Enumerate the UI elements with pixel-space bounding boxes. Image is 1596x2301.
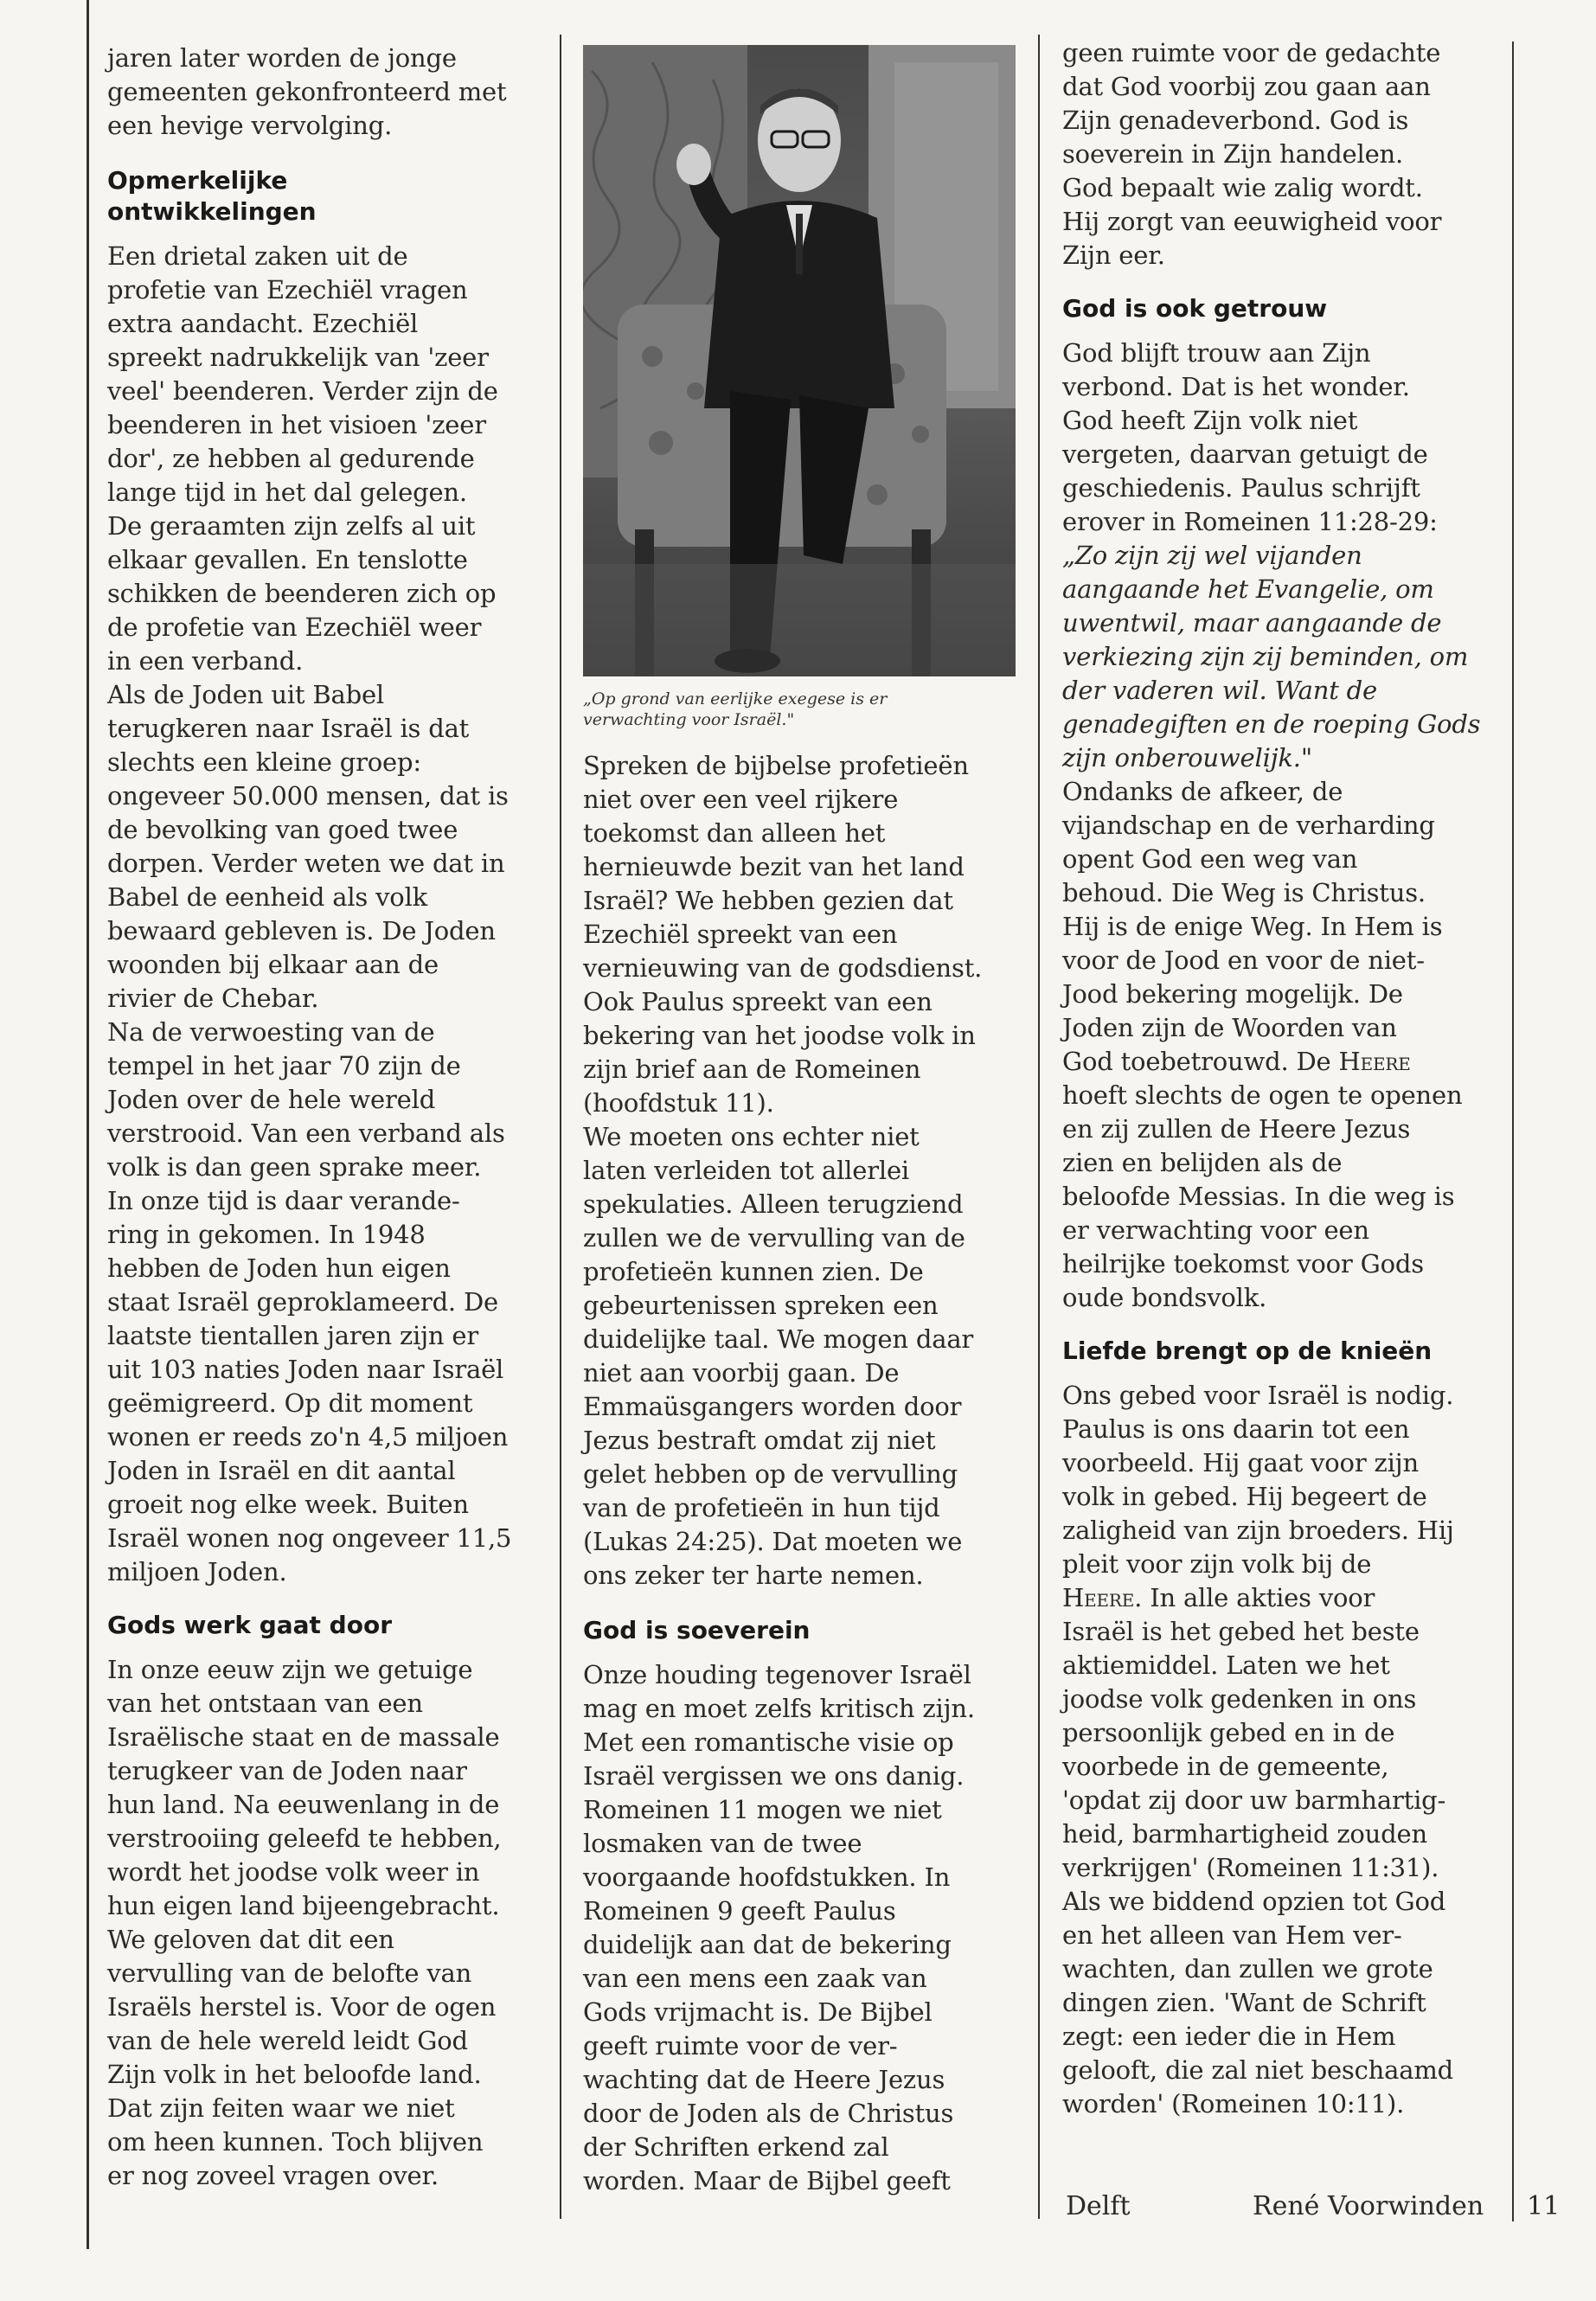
- paragraph: Een drietal zaken uit de profetie van Ezechiël vragen extra aandacht. Ezechiël spreekt nadrukkelijk van 'zeer veel' beenderen. Verder zijn de beenderen in het visioen 'zeer dor', ze hebben al gedurende lange tijd in het dal gelegen. De geraamten zijn zelfs al uit elkaar gevallen. En tenslotte schikken de beenderen zich op de profetie van Ezechiël weer in een verband. Als de Joden uit Babel terugkeren naar Israël is dat slechts een kleine groep: ongeveer 50.000 mensen, dat is de bevolking van goed twee dorpen. Verder weten we dat in Babel de eenheid als volk bewaard gebleven is. De Joden woonden bij elkaar aan de rivier de Chebar. Na de verwoesting van de tempel in het jaar 70 zijn de Joden over de hele wereld verstrooid. Van een verband als volk is dan geen sprake meer. In onze tijd is daar verande- ring in gekomen. In 1948 hebben de Joden hun eigen staat Israël geproklameerd. De laatste tientallen jaren zijn er uit 103 naties Joden naar Israël geëmigreerd. Op dit moment wonen er reeds zo'n 4,5 miljoen Joden in Israël en dit aantal groeit nog elke week. Buiten Israël wonen nog ongeveer 11,5 miljoen Joden.: [107, 241, 512, 1586]
- column-rule-2: [1038, 35, 1040, 2219]
- photo-drawing: [583, 45, 1016, 676]
- column-rule-right: [1512, 42, 1514, 2221]
- text-run: hoeft slechts de ogen te openen en zij zullen de Heere Jezus zien en belijden als de beloofde Messias. In die weg is er verwachting voor een heilrijke toekomst voor Gods oude bondsvolk.: [1062, 1080, 1463, 1312]
- paragraph: In onze eeuw zijn we getuige van het ontstaan van een Israëlische staat en de massale terugkeer van de Joden naar hun land. Na eeuwenlang in de verstrooiing geleefd te hebben, wordt het joodse volk weer in hun eigen land bijeengebracht. We geloven dat dit een vervulling van de belofte van Israëls herstel is. Voor de ogen van de hele wereld leidt God Zijn volk in het beloofde land. Dat zijn feiten waar we niet om heen kunnen. Toch blijven er nog zoveel vragen over.: [107, 1655, 502, 2190]
- paragraph: Onze houding tegenover Israël mag en moet zelfs kritisch zijn. Met een romantische visie op Israël vergissen we ons danig. Romeinen 11 mogen we niet losmaken van de twee voorgaande hoofdstukken. In Romeinen 9 geeft Paulus duidelijk aan dat de bekering van een mens een zaak van Gods vrijmacht is. De Bijbel geeft ruimte voor de ver- wachting dat de Heere Jezus door de Joden als de Christus der Schriften erkend zal worden. Maar de Bijbel geeft: [583, 1660, 975, 2195]
- heading-gods-werk-gaat-door: Gods werk gaat door: [107, 1611, 392, 1639]
- portrait-photo: [583, 45, 1016, 676]
- photo-caption: „Op grond van eerlijke exegese is er verwachting voor Israël.": [583, 689, 888, 729]
- intro-paragraph: jaren later worden de jonge gemeenten gekonfronteerd met een hevige vervolging.: [107, 43, 507, 140]
- scripture-quote: „Zo zijn zij wel vijanden aangaande het Evangelie, om uwentwil, maar aangaande de verkiezing zijn zij beminden, om der vaderen wil. Want de genadegiften en de roeping Gods zijn onberouwelijk.": [1062, 541, 1481, 772]
- column-1: [107, 42, 540, 2193]
- text-run: Ondanks de afkeer, de vijandschap en de verharding opent God een weg van behoud. Die Weg is Christus. Hij is de enige Weg. In Hem is voor de Jood en voor de niet- Jood bekering mogelijk. De Joden zijn de Woorden van God toebetrouwd. De: [1062, 777, 1443, 1076]
- heere-small-caps: Heere: [1062, 1583, 1135, 1612]
- heere-small-caps: Heere: [1338, 1047, 1411, 1076]
- column-2: [583, 45, 1016, 2198]
- column-rule-left: [87, 0, 89, 2249]
- heading-god-is-ook-getrouw: God is ook getrouw: [1062, 294, 1328, 323]
- text-run: . In alle akties voor Israël is het gebed het beste aktiemiddel. Laten we het joodse volk gedenken in ons persoonlijk gebed en in de voorbede in de gemeente, 'opdat zij door uw barmhartig- heid, barmhartigheid zouden verkrijgen' (Romeinen 11:31). Als we biddend opzien tot God en het alleen van Hem ver- wachten, dan zullen we grote dingen zien. 'Want de Schrift zegt: een ieder die in Hem gelooft, die zal niet beschaamd worden' (Romeinen 10:11).: [1062, 1583, 1453, 2118]
- paragraph: Spreken de bijbelse profetieën niet over een veel rijkere toekomst dan alleen het hernieuwde bezit van het land Israël? We hebben gezien dat Ezechiël spreekt van een vernieuwing van de godsdienst. Ook Paulus spreekt van een bekering van het joodse volk in zijn brief aan de Romeinen (hoofdstuk 11). We moeten ons echter niet laten verleiden tot allerlei spekulaties. Alleen terugziend zullen we de vervulling van de profetieën kunnen zien. De gebeurtenissen spreken een duidelijke taal. We mogen daar niet aan voorbij gaan. De Emmaüsgangers worden door Jezus bestraft omdat zij niet gelet hebben op de vervulling van de profetieën in hun tijd (Lukas 24:25). Dat moeten we ons zeker ter harte nemen.: [583, 751, 983, 1590]
- text-run: Ons gebed voor Israël is nodig. Paulus is ons daarin tot een voorbeeld. Hij gaat voor zijn volk in gebed. Hij begeert de zaligheid van zijn broeders. Hij pleit voor zijn volk bij de: [1062, 1381, 1454, 1579]
- paragraph: God blijft trouw aan Zijn verbond. Dat is het wonder. God heeft Zijn volk niet vergeten, daarvan getuigt de geschiedenis. Paulus schrijft erover in Romeinen 11:28-29:: [1062, 338, 1438, 536]
- heading-god-is-soeverein: God is soeverein: [583, 1616, 811, 1644]
- paragraph: [1062, 775, 1495, 1315]
- page-number: 11: [1527, 2191, 1561, 2221]
- paragraph: [1062, 1379, 1495, 2121]
- column-3: [1062, 36, 1495, 2121]
- footer-place: Delft: [1066, 2191, 1131, 2221]
- heading-opmerkelijke-ontwikkelingen: Opmerkelijke ontwikkelingen: [107, 166, 317, 226]
- heading-liefde-brengt-op-de-knieen: Liefde brengt op de knieën: [1062, 1336, 1433, 1365]
- footer-author: René Voorwinden: [1253, 2191, 1484, 2221]
- column-rule-1: [560, 35, 561, 2219]
- paragraph: geen ruimte voor de gedachte dat God voorbij zou gaan aan Zijn genadeverbond. God is soeverein in Zijn handelen. God bepaalt wie zalig wordt. Hij zorgt van eeuwigheid voor Zijn eer.: [1062, 38, 1442, 270]
